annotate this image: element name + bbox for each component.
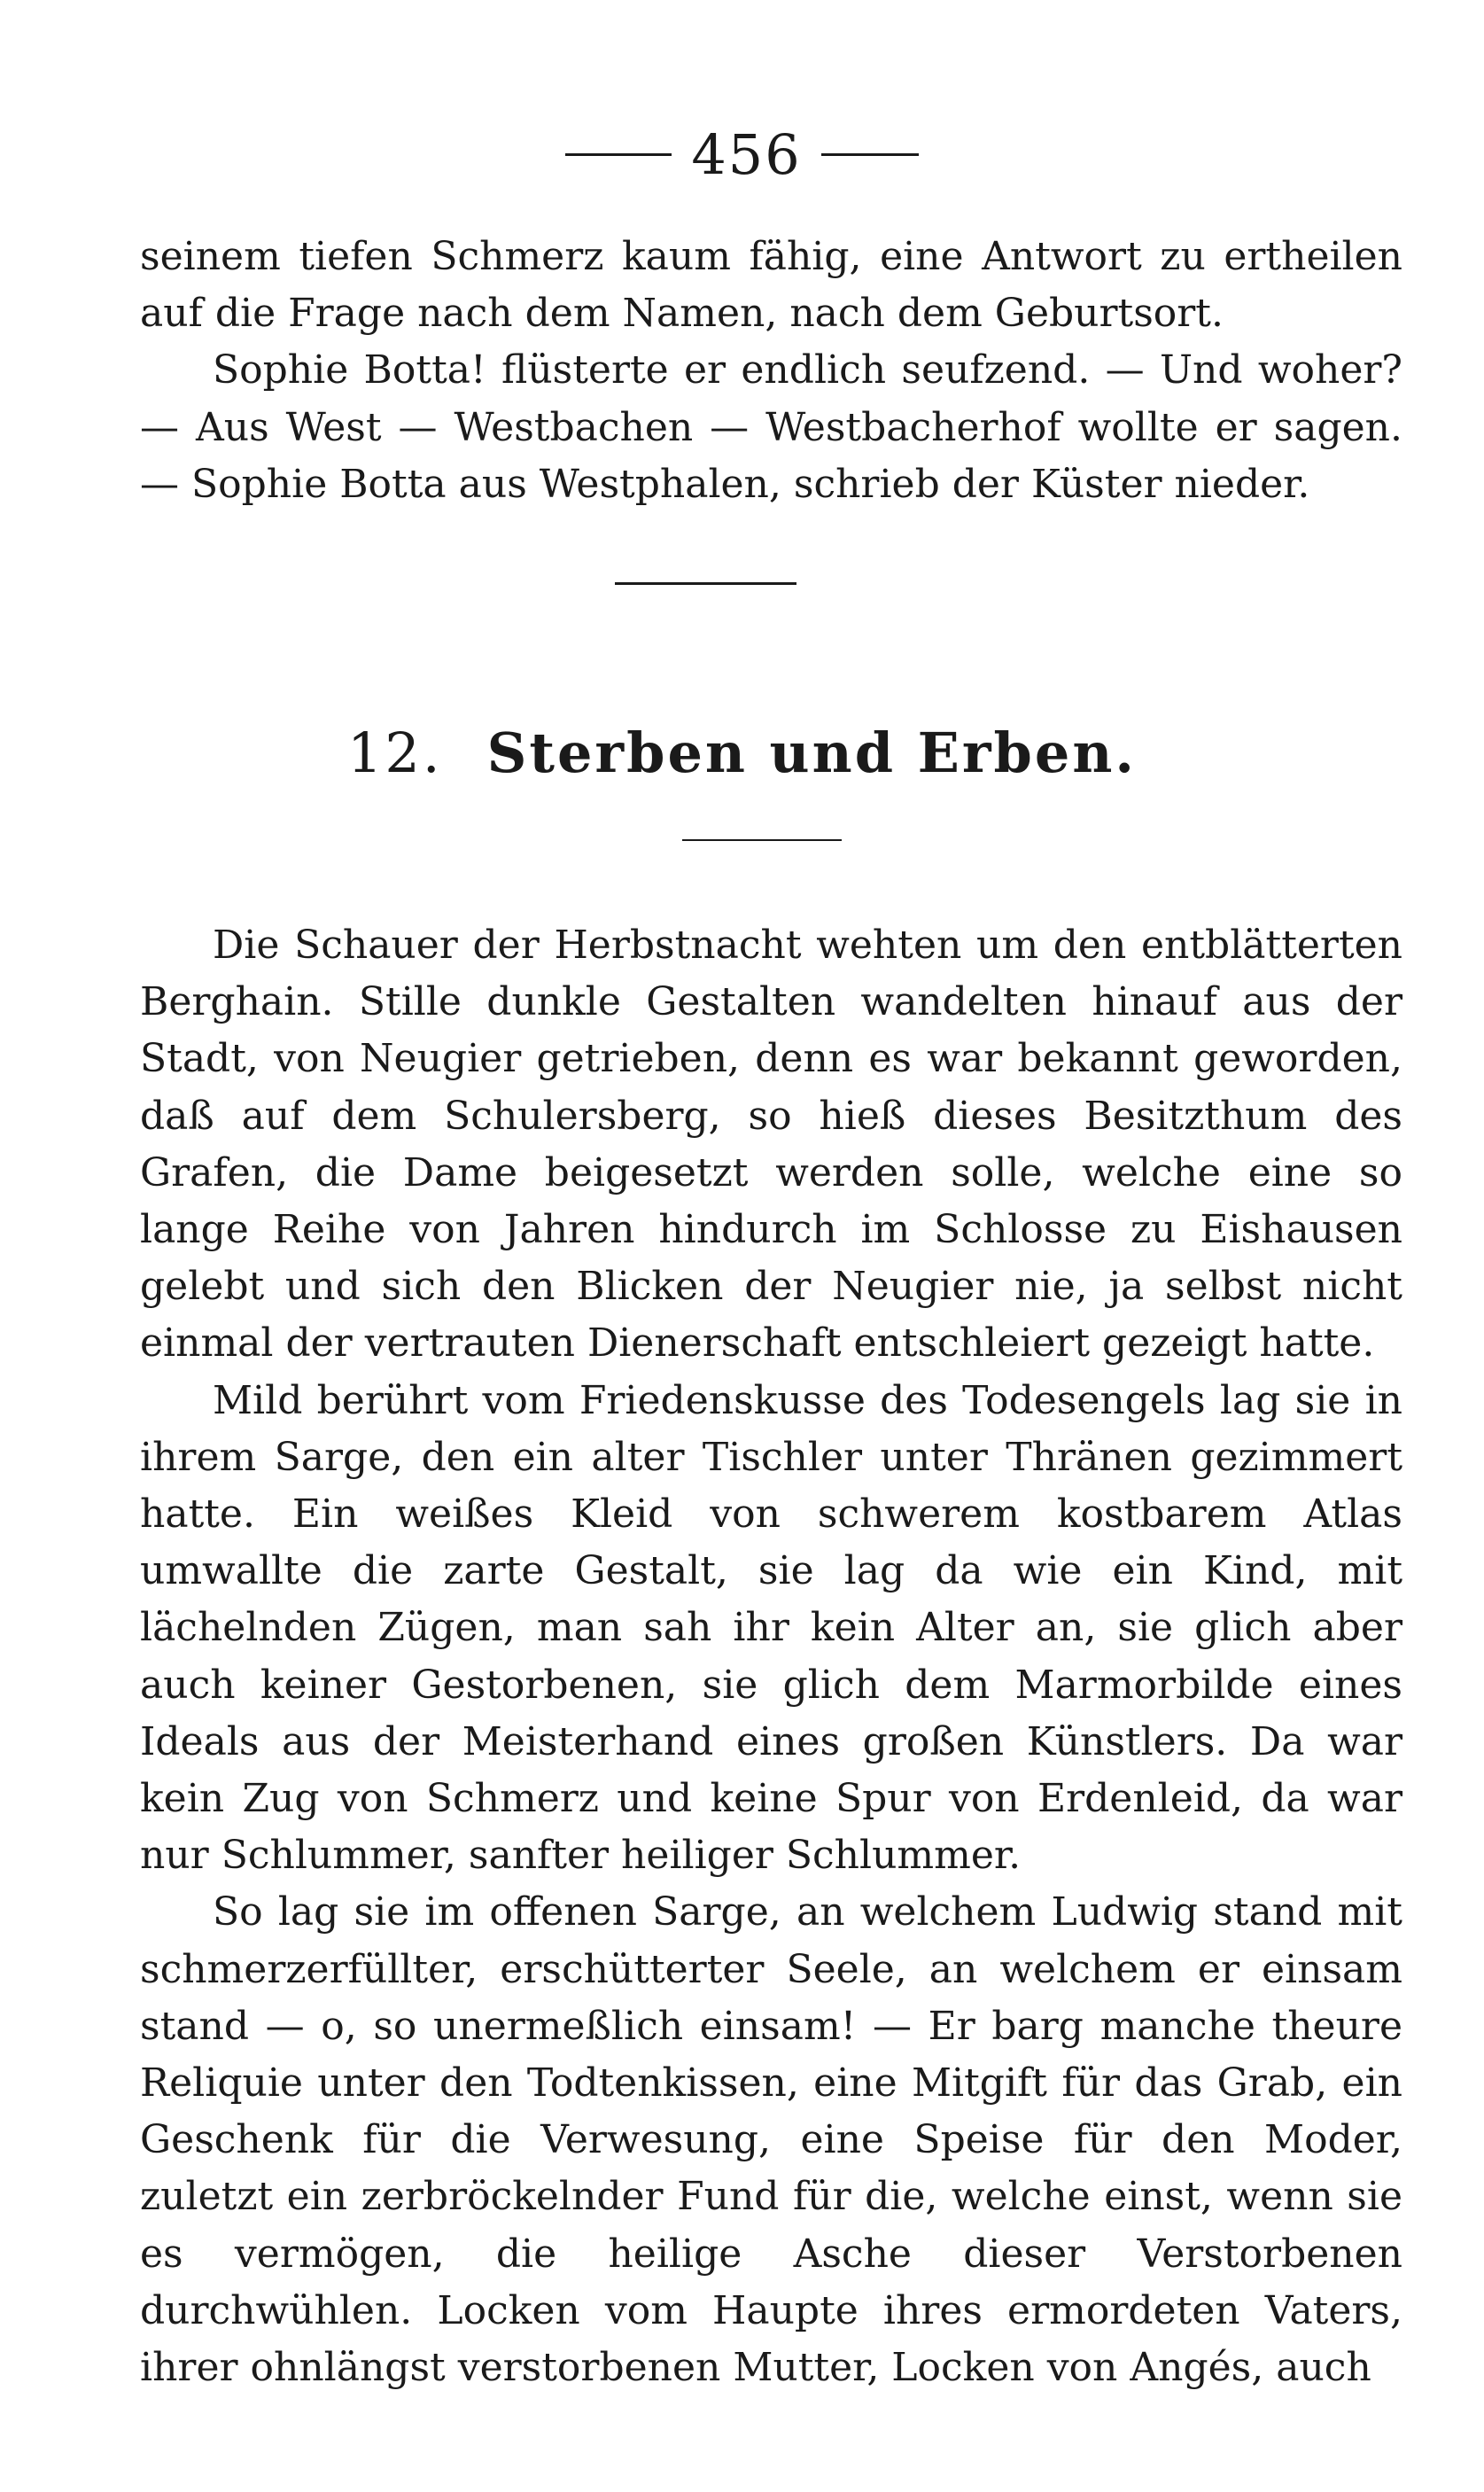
intro-paragraph-1: seinem tiefen Schmerz kaum fähig, eine Antwort zu ertheilen auf die Frage nach dem Namen, nach dem Geburtsort. <box>140 234 1402 337</box>
chapter-underline <box>682 839 842 841</box>
header-dash-left <box>565 153 672 156</box>
chapter-body <box>140 917 1402 2396</box>
body-paragraph-2: Mild berührt vom Friedenskusse des Todesengels lag sie in ihrem Sarge, den ein alter Tischler unter Thränen gezimmert hatte. Ein weißes Kleid von schwerem kostbarem Atlas umwallte die zarte Gestalt, sie lag da wie ein Kind, mit lächelnden Zügen, man sah ihr kein Alter an, sie glich aber auch keiner Gestorbenen, sie glich dem Marmorbilde eines Ideals aus der Meisterhand eines großen Künstlers. Da war kein Zug von Schmerz und keine Spur von Erdenleid, da war nur Schlummer, sanfter heiliger Schlummer. <box>140 1377 1402 1879</box>
chapter-number: 12. <box>346 720 443 785</box>
chapter-heading <box>0 718 1484 789</box>
body-paragraph-3: So lag sie im offenen Sarge, an welchem Ludwig stand mit schmerzerfüllter, erschütterter Seele, an welchem er einsam stand — o, so unermeßlich einsam! — Er barg manche theure Reliquie unter den Todtenkissen, eine Mitgift für das Grab, ein Geschenk für die Verwesung, eine Speise für den Moder, zuletzt ein zerbröckelnder Fund für die, welche einst, wenn sie es vermögen, die heilige Asche dieser Verstorbenen durchwühlen. Locken vom Haupte ihres ermordeten Vaters, ihrer ohnlängst verstorbenen Mutter, Locken von Angés, auch <box>140 1889 1402 2391</box>
chapter-title: Sterben und Erben. <box>486 720 1138 785</box>
intro-text <box>140 229 1402 513</box>
intro-paragraph-2: Sophie Botta! flüsterte er endlich seufzend. — Und woher? — Aus West — Westbachen — Westbacherhof wollte er sagen. — Sophie Botta aus Westphalen, schrieb der Küster nieder. <box>140 347 1402 507</box>
body-paragraph-1: Die Schauer der Herbstnacht wehten um den entblätterten Berghain. Stille dunkle Gestalten wandelten hinauf aus der Stadt, von Neugier getrieben, denn es war bekannt geworden, daß auf dem Schulersberg, so hieß dieses Besitzthum des Grafen, die Dame beigesetzt werden solle, welche eine so lange Reihe von Jahren hindurch im Schlosse zu Eishausen gelebt und sich den Blicken der Neugier nie, ja selbst nicht einmal der vertrauten Dienerschaft entschleiert gezeigt hatte. <box>140 923 1402 1367</box>
header-dash-right <box>821 153 919 156</box>
section-divider <box>615 582 796 585</box>
page-number: 456 <box>691 121 802 187</box>
page-header <box>0 115 1484 191</box>
